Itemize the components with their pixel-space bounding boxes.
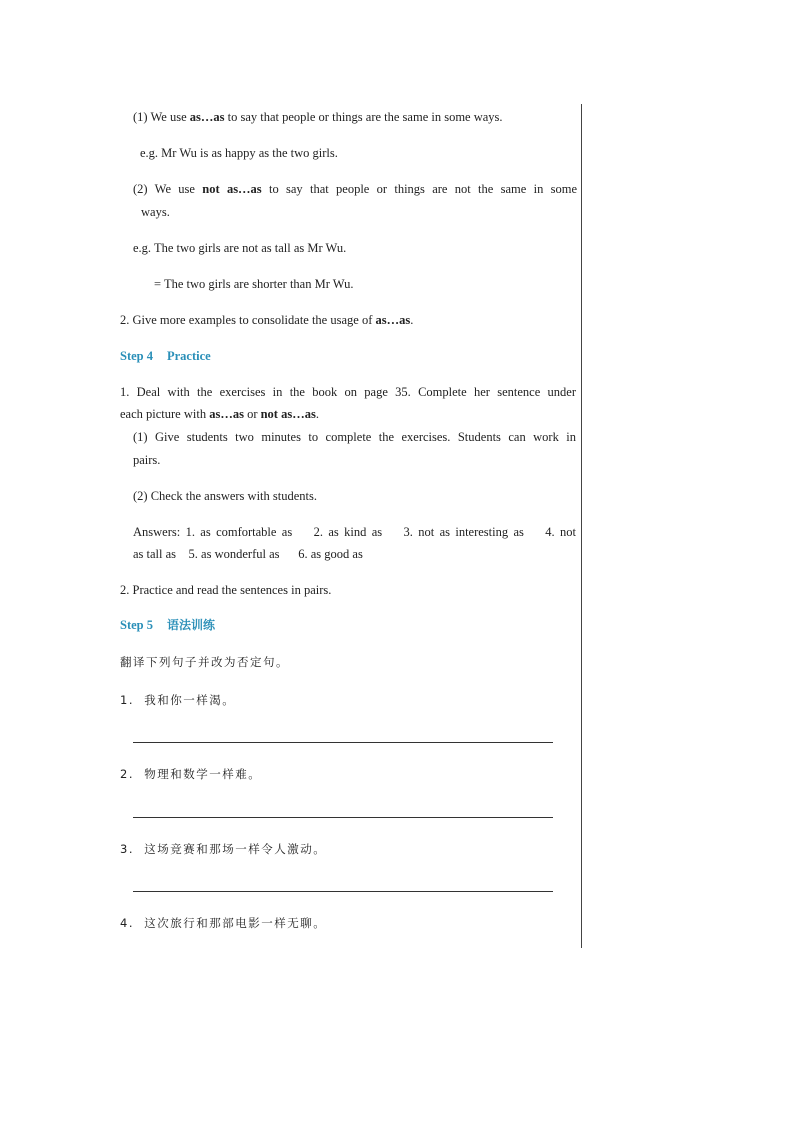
step-4-keyword-1: as…as [209, 407, 244, 421]
answer-line-1[interactable] [133, 742, 553, 743]
step-5-instruction: 翻译下列句子并改为否定句。 [120, 655, 289, 669]
example-2b: = The two girls are shorter than Mr Wu. [154, 277, 354, 291]
rule-1-keyword: as…as [189, 110, 225, 124]
question-1: 1. 我和你一样渴。 [120, 693, 236, 707]
step-4-heading [120, 345, 211, 367]
rule-2-keyword: not as…as [202, 182, 262, 196]
answer-line-2[interactable] [133, 817, 553, 818]
item-2 [120, 309, 413, 331]
rule-2-continued: ways. [141, 205, 170, 219]
step-4-sub-1-line-2: pairs. [133, 453, 161, 467]
answers-line-2: as tall as 5. as wonderful as 6. as good as [133, 547, 363, 561]
rule-1-text: to say that people or things are the same in some ways. [227, 110, 503, 124]
rule-2 [133, 178, 577, 200]
rule-2-pre: We use [154, 182, 195, 196]
example-1: e.g. Mr Wu is as happy as the two girls. [140, 146, 338, 160]
rule-1-number: (1) [133, 110, 148, 124]
step-4-or: or [247, 407, 258, 421]
step-4-item-1-pre: each picture with [120, 407, 207, 421]
step-4-item-1-line-2 [120, 403, 319, 425]
step-4-item-1-line-1: 1. Deal with the exercises in the book on page 35. Complete her sentence under [120, 385, 576, 399]
question-2: 2. 物理和数学一样难。 [120, 767, 262, 781]
column-border [581, 104, 582, 948]
rule-2-text: to say that people or things are not the same in some [269, 182, 578, 196]
answers-line-1: Answers: 1. as comfortable as 2. as kind as 3. not as interesting as 4. not [133, 525, 576, 539]
question-4: 4. 这次旅行和那部电影一样无聊。 [120, 916, 327, 930]
rule-1 [133, 106, 553, 128]
example-2: e.g. The two girls are not as tall as Mr Wu. [133, 241, 347, 255]
step-4-label: Step 4 [120, 349, 153, 363]
step-4-keyword-2: not as…as [260, 407, 316, 421]
rule-1-pre: We use [150, 110, 187, 124]
step-4-item-2: 2. Practice and read the sentences in pairs. [120, 583, 332, 597]
rule-2-number: (2) [133, 182, 148, 196]
step-4-item-1-end: . [315, 407, 319, 421]
step-4-sub-1-line-1: (1) Give students two minutes to complete the exercises. Students can work in [133, 430, 576, 444]
step-5-title: 语法训练 [167, 618, 216, 632]
answer-line-3[interactable] [133, 891, 553, 892]
step-5-label: Step 5 [120, 618, 153, 632]
item-2-text: 2. Give more examples to consolidate the usage of [120, 313, 373, 327]
step-4-sub-2: (2) Check the answers with students. [133, 489, 317, 503]
step-5-heading [120, 614, 215, 636]
item-2-keyword: as…as [375, 313, 411, 327]
question-3: 3. 这场竞赛和那场一样令人激动。 [120, 842, 327, 856]
item-2-end: . [410, 313, 414, 327]
step-4-title: Practice [167, 349, 211, 363]
